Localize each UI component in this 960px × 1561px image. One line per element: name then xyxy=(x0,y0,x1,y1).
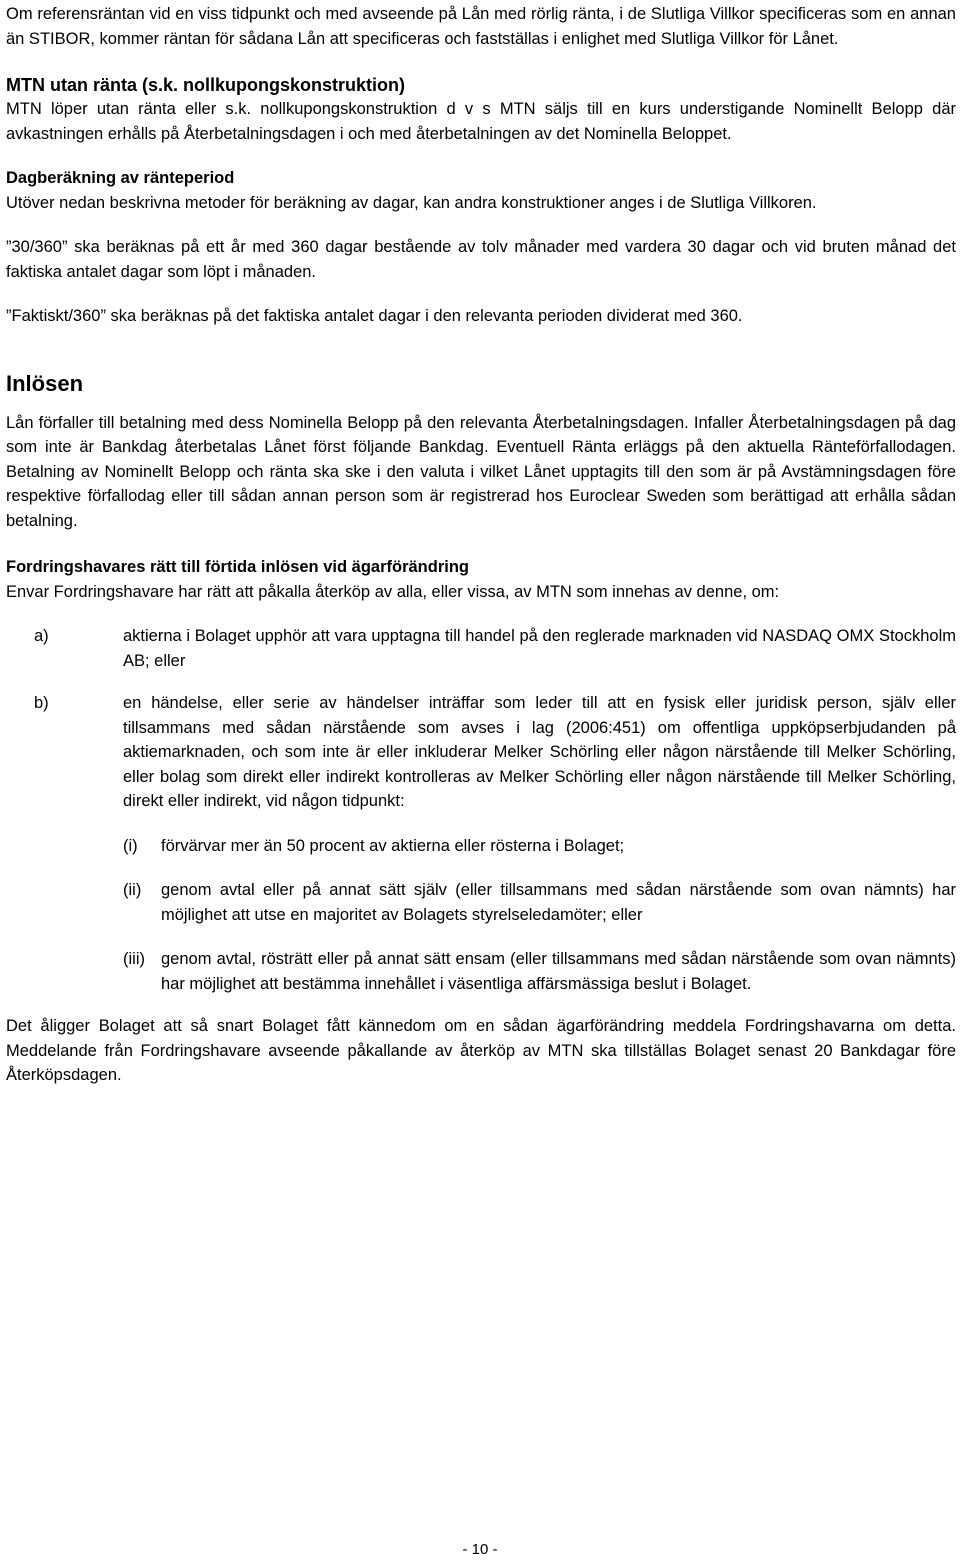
list-label-a: a) xyxy=(34,627,49,645)
sublist-label-i: (i) xyxy=(123,836,138,855)
heading-fordringshavares-ratt: Fordringshavares rätt till förtida inlösen vid ägarförändring xyxy=(6,558,469,576)
sublist xyxy=(123,834,956,997)
list-item-b xyxy=(6,691,956,996)
paragraph-faktiskt-360: ”Faktiskt/360” ska beräknas på det faktiska antalet dagar i den relevanta perioden dividerat med 360. xyxy=(6,307,743,325)
sublist-item-ii xyxy=(123,878,956,927)
heading-inlosen: Inlösen xyxy=(6,370,84,396)
sublist-label-ii: (ii) xyxy=(123,881,142,899)
sublist-item-i xyxy=(123,834,956,859)
list-text-a: aktierna i Bolaget upphör att vara upptagna till handel på den reglerade marknaden vid NASDAQ OMX Stockholm AB; eller xyxy=(123,627,956,670)
sublist-item-iii xyxy=(123,947,956,996)
paragraph-inlosen: Lån förfaller till betalning med dess Nominella Belopp på den relevanta Återbetalningsdagen. Infaller Återbetalningsdagen på dag som inte är Bankdag återbetalas Lånet först följande Bankdag. Eventuell Ränta erläggs på den aktuella Ränteförfallodagen. Betalning av Nominellt Belopp och ränta ska ske i den valuta i vilket Lånet upptagits till den som är på Avstämningsdagen före respektive förfallodag eller till sådan annan person som är registrerad hos Euroclear Sweden som berättigad att erhålla sådan betalning. xyxy=(6,413,956,530)
paragraph-dagberakning: Utöver nedan beskrivna metoder för beräkning av dagar, kan andra konstruktioner anges i de Slutliga Villkoren. xyxy=(6,193,817,212)
paragraph-fordringshavares-ratt: Envar Fordringshavare har rätt att påkalla återköp av alla, eller vissa, av MTN som innehas av denne, om: xyxy=(6,582,780,601)
list-label-b: b) xyxy=(34,694,49,712)
list-item-a xyxy=(6,624,956,673)
sublist-text-iii: genom avtal, rösträtt eller på annat sätt ensam (eller tillsammans med sådan närstående som ovan nämnts) har möjlighet att bestämma innehållet i väsentliga affärsmässiga beslut i Bolaget. xyxy=(161,950,956,993)
document-page xyxy=(6,2,956,1088)
list-text-b: en händelse, eller serie av händelser inträffar som leder till att en fysisk eller juridisk person, själv eller tillsammans med sådan närstående som avses i lag (2006:451) om offentliga uppköpserbjudanden på aktiemarknaden, och som inte är eller inkluderar Melker Schörling eller någon närstående till Melker Schörling, eller bolag som direkt eller indirekt kontrolleras av Melker Schörling eller någon närstående till Melker Schörling, direkt eller indirekt, vid någon tidpunkt: xyxy=(123,694,956,810)
paragraph-mtn-utan-ranta: MTN löper utan ränta eller s.k. nollkupongskonstruktion d v s MTN säljs till en kurs understigande Nominellt Belopp där avkastningen erhålls på Återbetalningsdagen i och med återbetalningen av det Nominella Beloppet. xyxy=(6,100,956,143)
sublist-text-ii: genom avtal eller på annat sätt själv (eller tillsammans med sådan närstående som ovan nämnts) har möjlighet att utse en majoritet av Bolagets styrelseledamöter; eller xyxy=(161,881,956,924)
sublist-label-iii: (iii) xyxy=(123,950,145,968)
paragraph-referensranta: Om referensräntan vid en viss tidpunkt och med avseende på Lån med rörlig ränta, i de Slutliga Villkor specificeras som en annan än STIBOR, kommer räntan för sådana Lån att specificeras och fastställas i enlighet med Slutliga Villkor för Lånet. xyxy=(6,5,956,48)
paragraph-30-360: ”30/360” ska beräknas på ett år med 360 dagar bestående av tolv månader med vardera 30 dagar och vid bruten månad det faktiska antalet dagar som löpt i månaden. xyxy=(6,238,956,281)
sublist-text-i: förvärvar mer än 50 procent av aktierna eller rösterna i Bolaget; xyxy=(161,836,625,855)
page-number: - 10 - xyxy=(462,1541,498,1558)
paragraph-closing: Det åligger Bolaget att så snart Bolaget fått kännedom om en sådan ägarförändring meddela Fordringshavarna om detta. Meddelande från Fordringshavare avseende påkallande av återköp av MTN ska tillställas Bolaget senast 20 Bankdagar före Återköpsdagen. xyxy=(6,1017,956,1084)
heading-mtn-utan-ranta: MTN utan ränta (s.k. nollkupongskonstruktion) xyxy=(6,75,406,95)
heading-dagberakning: Dagberäkning av ränteperiod xyxy=(6,169,235,187)
list-body-b xyxy=(123,691,956,996)
